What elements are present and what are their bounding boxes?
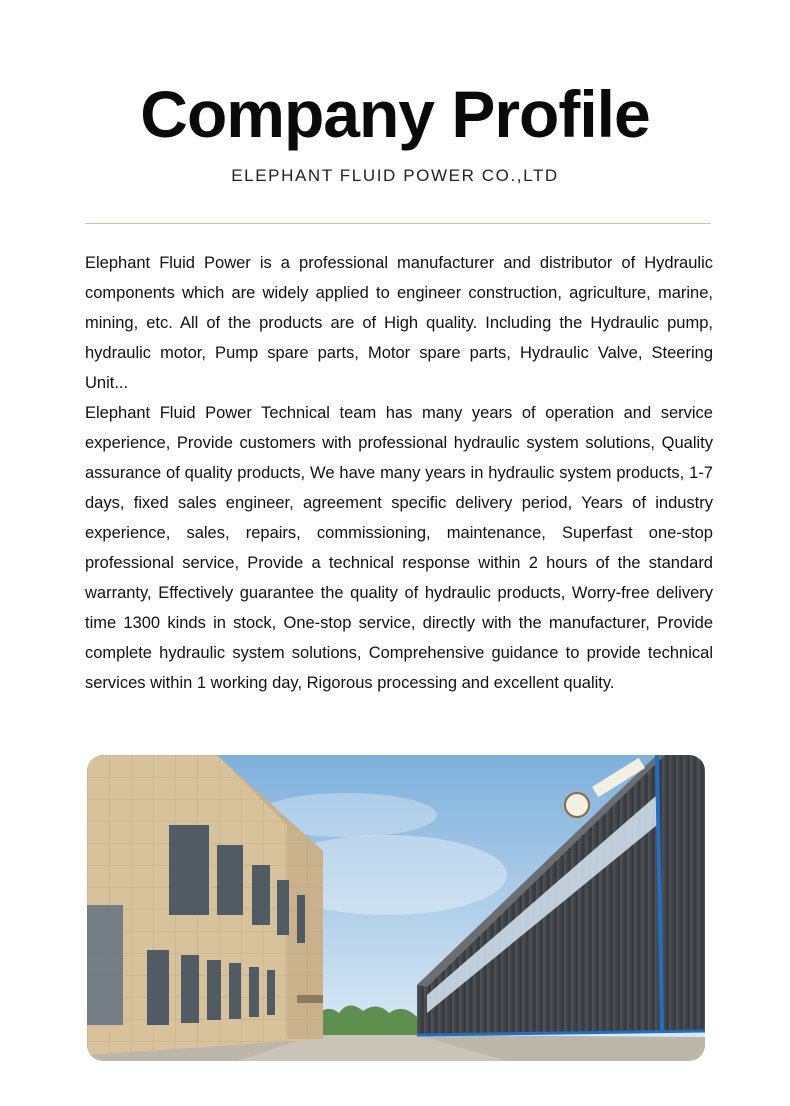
profile-paragraph-1: Elephant Fluid Power is a professional manufacturer and distributor of Hydraulic components which are widely applied to engineer construction, agriculture, marine, mining, etc. All of the products are of High quality. Including the Hydraulic pump, hydraulic motor, Pump spare parts, Motor spare parts, Hydraulic Valve, Steering Unit... [85, 254, 713, 392]
factory-photo-illustration [87, 755, 705, 1061]
factory-photo [87, 755, 705, 1061]
title-divider [85, 223, 711, 224]
company-name-subtitle: ELEPHANT FLUID POWER CO.,LTD [231, 166, 559, 185]
profile-paragraph-2: Elephant Fluid Power Technical team has many years of operation and service experience, Provide customers with professional hydraulic system solutions, Quality assurance of quality products, We have many years in hydraulic system products, 1-7 days, fixed sales engineer, agreement specific delivery period, Years of industry experience, sales, repairs, commissioning, maintenance, Superfast one-stop professional service, Provide a technical response within 2 hours of the standard warranty, Effectively guarantee the quality of hydraulic products, Worry-free delivery time 1300 kinds in stock, One-stop service, directly with the manufacturer, Provide complete hydraulic system solutions, Comprehensive guidance to provide technical services within 1 working day, Rigorous processing and excellent quality. [85, 404, 713, 692]
company-logo-sign-icon [565, 793, 589, 817]
page-title: Company Profile [140, 77, 650, 151]
profile-text [85, 248, 713, 698]
